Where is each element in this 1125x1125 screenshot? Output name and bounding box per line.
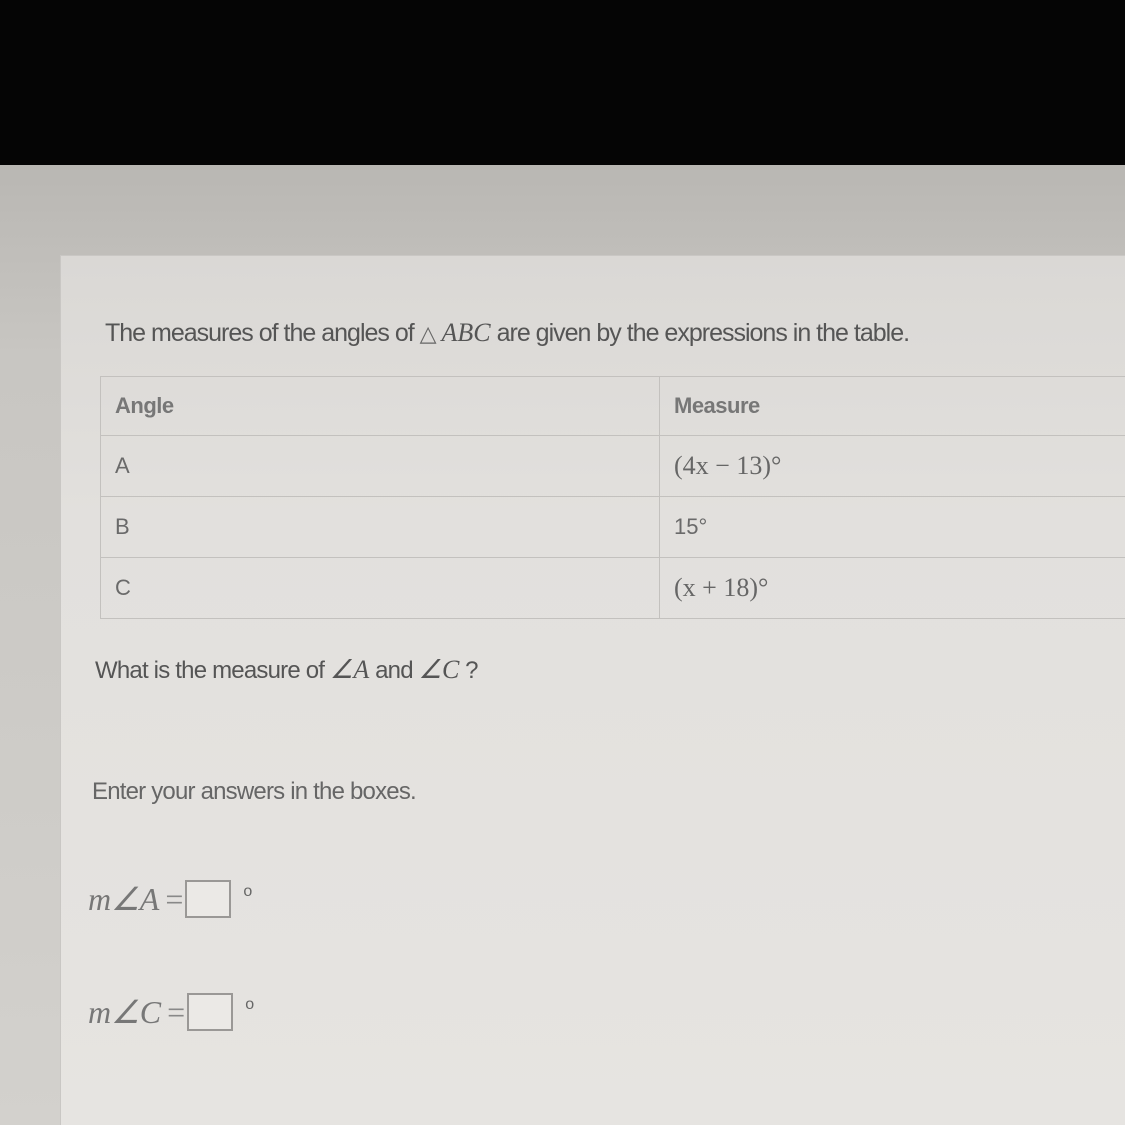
degree-symbol: o bbox=[243, 883, 253, 900]
equals-sign: = bbox=[167, 993, 186, 1030]
instructions-text: Enter your answers in the boxes. bbox=[92, 778, 416, 805]
table-row bbox=[101, 436, 1125, 497]
prompt-text-after: ? bbox=[465, 657, 478, 684]
triangle-icon: △ bbox=[419, 322, 436, 347]
table-header-measure: Measure bbox=[660, 377, 1125, 436]
table-cell-measure: (x + 18)° bbox=[660, 558, 1125, 619]
answer-label-c: m∠C bbox=[88, 994, 162, 1030]
angle-a-answer-input[interactable] bbox=[185, 880, 231, 918]
table-header-row bbox=[101, 377, 1125, 436]
table-cell-measure: (4x − 13)° bbox=[660, 436, 1125, 497]
triangle-name: ABC bbox=[441, 318, 491, 347]
table-cell-angle: C bbox=[101, 558, 660, 619]
answer-label-a: m∠A bbox=[88, 881, 160, 917]
angle-measure-table bbox=[100, 376, 1125, 619]
question-text bbox=[105, 318, 1115, 348]
prompt-and: and bbox=[375, 657, 419, 684]
angle-c-symbol: ∠C bbox=[418, 655, 460, 684]
table-cell-angle: A bbox=[101, 436, 660, 497]
prompt-text bbox=[95, 655, 478, 685]
table-row bbox=[101, 558, 1125, 619]
angle-c-answer-input[interactable] bbox=[187, 993, 233, 1031]
table-header-angle: Angle bbox=[101, 377, 660, 436]
equals-sign: = bbox=[165, 880, 184, 917]
prompt-text-before: What is the measure of bbox=[95, 657, 331, 684]
angle-a-symbol: ∠A bbox=[330, 655, 370, 684]
answer-row-c bbox=[88, 993, 254, 1031]
question-text-before: The measures of the angles of bbox=[105, 319, 420, 347]
table-cell-angle: B bbox=[101, 497, 660, 558]
degree-symbol: o bbox=[245, 996, 255, 1013]
table-cell-measure: 15° bbox=[660, 497, 1125, 558]
question-text-after: are given by the expressions in the table. bbox=[496, 319, 910, 347]
answer-row-a bbox=[88, 880, 252, 918]
table-row bbox=[101, 497, 1125, 558]
